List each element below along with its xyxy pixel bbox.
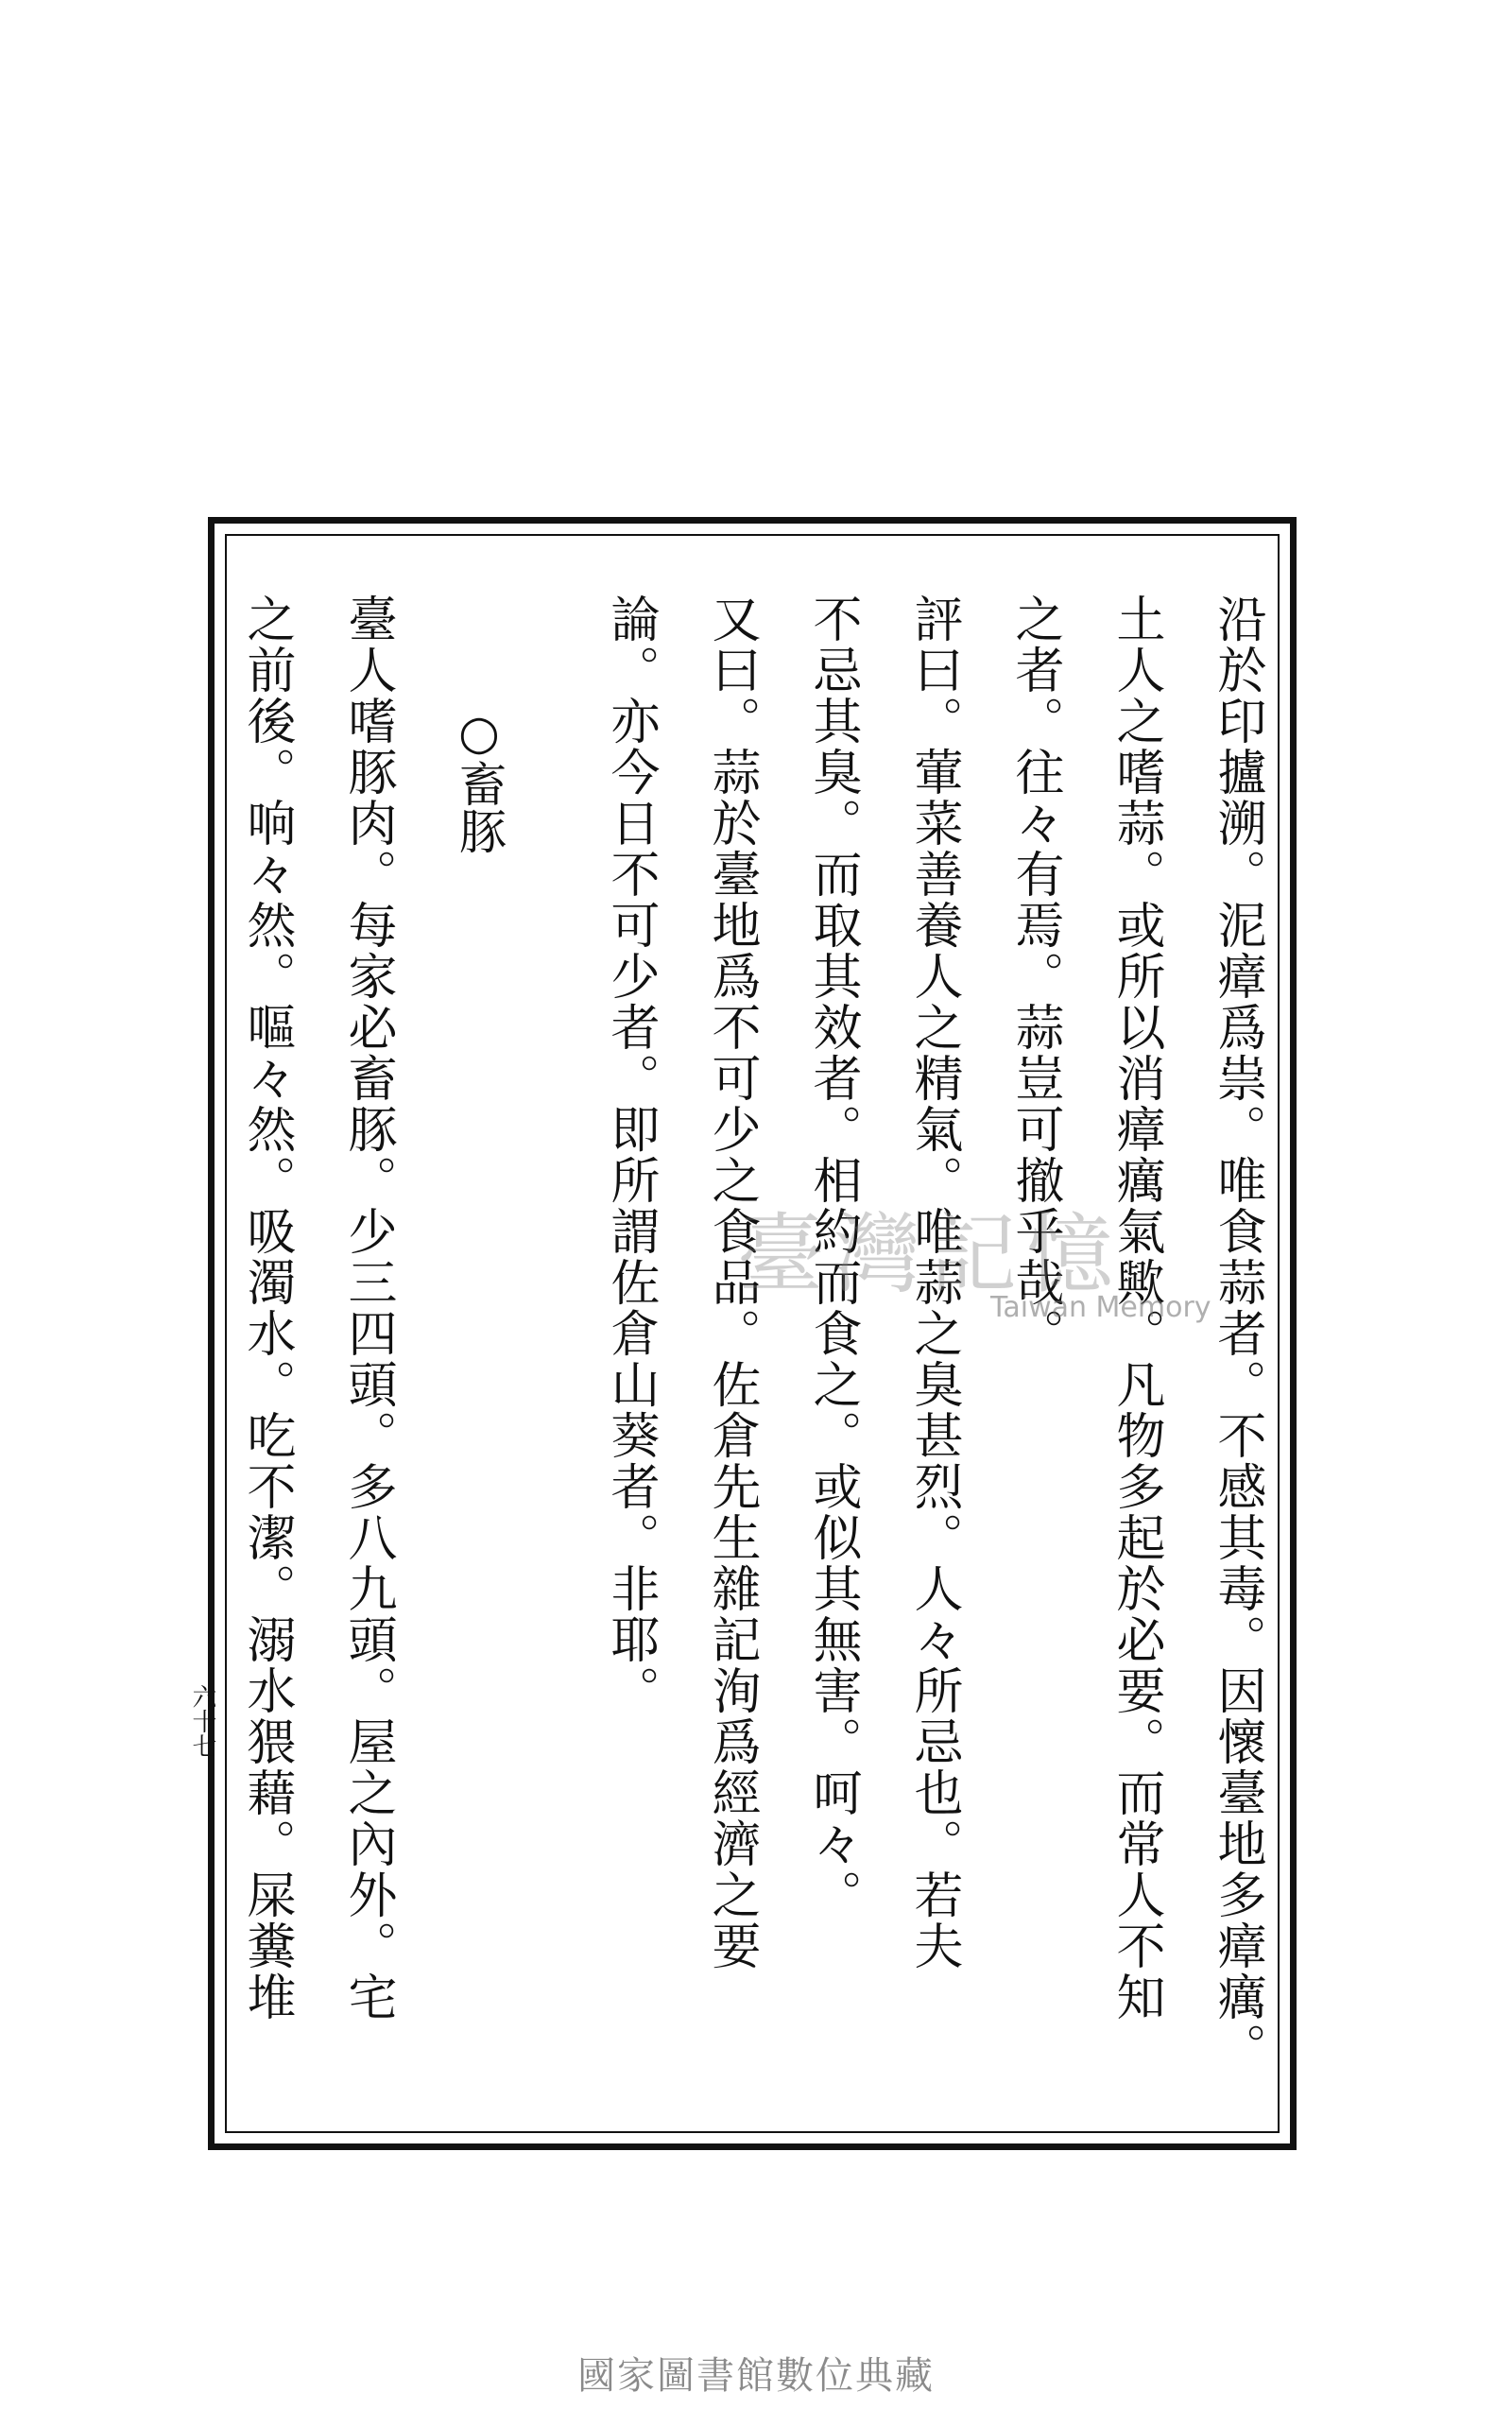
text-column-1: 沿於印攎溯。泥瘴爲祟。唯食蒜者。不感其毒。因懷臺地多瘴癘。 [1209,594,1265,2074]
text-column-2: 土人之嗜蒜。或所以消瘴癘氣歟。凡物多起於必要。而常人不知 [1108,594,1164,2023]
text-column-9: 之前後。响々然。嘔々然。吸濁水。吃不潔。溺水猥藉。屎糞堆 [238,594,295,2023]
footer-credit: 國家圖書館數位典藏 [577,2354,935,2398]
text-column-6: 又曰。蒜於臺地爲不可少之食品。佐倉先生雜記洵爲經濟之要 [703,594,760,1971]
text-column-8: 臺人嗜豚肉。每家必畜豚。少三四頭。多八九頭。屋之內外。宅 [339,594,396,2023]
text-column-7: 論。亦今日不可少者。即所謂佐倉山葵者。非耶。 [602,594,659,1716]
section-heading: ○畜豚 [452,705,507,854]
watermark-logo-latin: Taiwan Memory [990,1291,1211,1324]
text-column-5: 不忌其臭。而取其效者。相約而食之。或似其無害。呵々。 [804,594,861,1920]
page-number: 六十七 [188,1684,216,1758]
watermark-logo-script: 臺灣記憶 [737,1204,1124,1305]
text-column-4: 評曰。葷菜善養人之精氣。唯蒜之臭甚烈。人々所忌也。若夫 [905,594,962,1971]
text-column-3: 之者。往々有焉。蒜豈可撤乎哉。 [1006,594,1063,1359]
